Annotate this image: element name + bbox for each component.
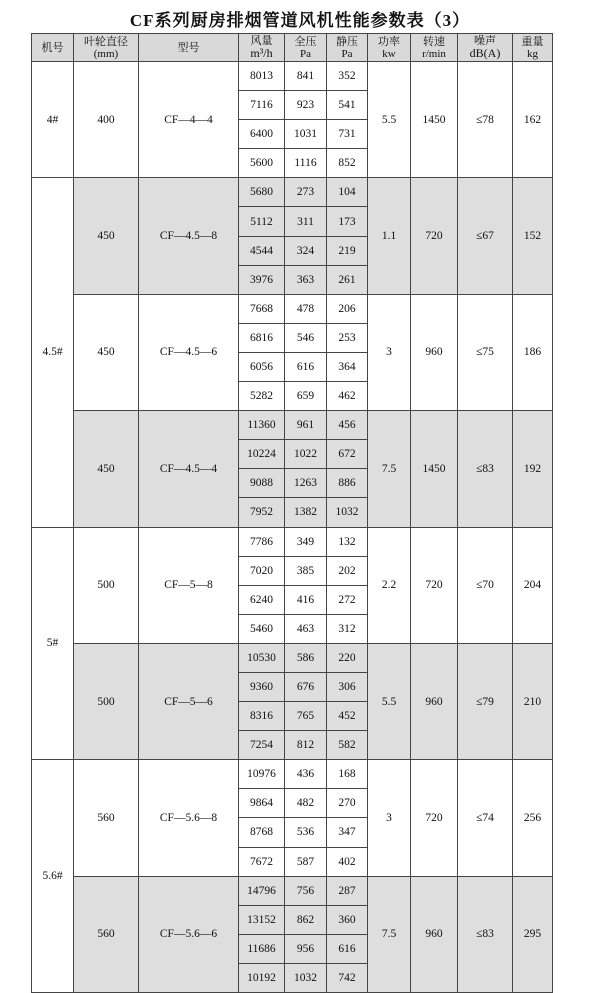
static-pressure-cell: 672 [327, 440, 368, 469]
impeller-diameter-cell: 450 [74, 294, 139, 410]
airflow-cell: 5680 [239, 178, 285, 207]
static-pressure-cell: 452 [327, 702, 368, 731]
airflow-cell: 7254 [239, 731, 285, 760]
static-pressure-cell: 287 [327, 876, 368, 905]
static-pressure-cell: 219 [327, 236, 368, 265]
static-pressure-cell: 202 [327, 556, 368, 585]
static-pressure-cell: 852 [327, 149, 368, 178]
total-pressure-cell: 1116 [285, 149, 327, 178]
total-pressure-cell: 1032 [285, 963, 327, 992]
speed-cell: 720 [411, 760, 458, 876]
airflow-cell: 13152 [239, 905, 285, 934]
weight-cell: 192 [513, 411, 553, 527]
total-pressure-cell: 363 [285, 265, 327, 294]
impeller-diameter-cell: 450 [74, 178, 139, 294]
noise-cell: ≤67 [458, 178, 513, 294]
total-pressure-cell: 765 [285, 702, 327, 731]
static-pressure-cell: 402 [327, 847, 368, 876]
power-cell: 2.2 [368, 527, 411, 643]
airflow-cell: 10192 [239, 963, 285, 992]
static-pressure-cell: 173 [327, 207, 368, 236]
table-row [32, 643, 553, 672]
speed-cell: 720 [411, 527, 458, 643]
speed-cell: 960 [411, 876, 458, 992]
machine-number-cell: 5# [32, 527, 74, 760]
header-row [32, 34, 553, 62]
static-pressure-cell: 360 [327, 905, 368, 934]
airflow-cell: 6816 [239, 323, 285, 352]
weight-cell: 162 [513, 62, 553, 178]
total-pressure-cell: 587 [285, 847, 327, 876]
airflow-cell: 4544 [239, 236, 285, 265]
static-pressure-cell: 253 [327, 323, 368, 352]
header-static-pressure: 静压 Pa [327, 34, 368, 62]
total-pressure-cell: 841 [285, 62, 327, 91]
header-power: 功率 kw [368, 34, 411, 62]
weight-cell: 204 [513, 527, 553, 643]
total-pressure-cell: 586 [285, 643, 327, 672]
model-cell: CF—4.5—4 [139, 411, 239, 527]
header-total-pressure: 全压 Pa [285, 34, 327, 62]
impeller-diameter-cell: 500 [74, 643, 139, 759]
airflow-cell: 7116 [239, 91, 285, 120]
total-pressure-cell: 659 [285, 382, 327, 411]
noise-cell: ≤70 [458, 527, 513, 643]
static-pressure-cell: 456 [327, 411, 368, 440]
impeller-diameter-cell: 400 [74, 62, 139, 178]
power-cell: 7.5 [368, 411, 411, 527]
airflow-cell: 7952 [239, 498, 285, 527]
airflow-cell: 6240 [239, 585, 285, 614]
static-pressure-cell: 347 [327, 818, 368, 847]
total-pressure-cell: 482 [285, 789, 327, 818]
total-pressure-cell: 463 [285, 614, 327, 643]
airflow-cell: 5112 [239, 207, 285, 236]
total-pressure-cell: 1382 [285, 498, 327, 527]
total-pressure-cell: 478 [285, 294, 327, 323]
impeller-diameter-cell: 500 [74, 527, 139, 643]
airflow-cell: 9088 [239, 469, 285, 498]
noise-cell: ≤83 [458, 411, 513, 527]
weight-cell: 256 [513, 760, 553, 876]
table-row [32, 760, 553, 789]
static-pressure-cell: 582 [327, 731, 368, 760]
airflow-cell: 7668 [239, 294, 285, 323]
total-pressure-cell: 311 [285, 207, 327, 236]
total-pressure-cell: 273 [285, 178, 327, 207]
static-pressure-cell: 352 [327, 62, 368, 91]
model-cell: CF—5—6 [139, 643, 239, 759]
impeller-diameter-cell: 450 [74, 411, 139, 527]
power-cell: 1.1 [368, 178, 411, 294]
header-weight: 重量 kg [513, 34, 553, 62]
static-pressure-cell: 462 [327, 382, 368, 411]
table-row [32, 527, 553, 556]
static-pressure-cell: 364 [327, 352, 368, 381]
airflow-cell: 6400 [239, 120, 285, 149]
noise-cell: ≤78 [458, 62, 513, 178]
table-body [32, 62, 553, 993]
machine-number-cell: 5.6# [32, 760, 74, 993]
speed-cell: 960 [411, 643, 458, 759]
airflow-cell: 5600 [239, 149, 285, 178]
power-cell: 5.5 [368, 643, 411, 759]
machine-number-cell: 4# [32, 62, 74, 178]
total-pressure-cell: 956 [285, 934, 327, 963]
power-cell: 5.5 [368, 62, 411, 178]
header-impeller: 叶轮直径 (mm) [74, 34, 139, 62]
airflow-cell: 14796 [239, 876, 285, 905]
header-speed: 转速 r/min [411, 34, 458, 62]
airflow-cell: 7786 [239, 527, 285, 556]
speed-cell: 720 [411, 178, 458, 294]
static-pressure-cell: 306 [327, 672, 368, 701]
model-cell: CF—4.5—8 [139, 178, 239, 294]
model-cell: CF—4.5—6 [139, 294, 239, 410]
static-pressure-cell: 886 [327, 469, 368, 498]
table-row [32, 876, 553, 905]
airflow-cell: 11360 [239, 411, 285, 440]
performance-table [31, 33, 553, 993]
weight-cell: 295 [513, 876, 553, 992]
airflow-cell: 6056 [239, 352, 285, 381]
static-pressure-cell: 132 [327, 527, 368, 556]
model-cell: CF—5—8 [139, 527, 239, 643]
static-pressure-cell: 1032 [327, 498, 368, 527]
speed-cell: 1450 [411, 411, 458, 527]
table-row [32, 62, 553, 91]
table-title: CF系列厨房排烟管道风机性能参数表（3） [129, 11, 471, 30]
weight-cell: 210 [513, 643, 553, 759]
speed-cell: 960 [411, 294, 458, 410]
airflow-cell: 7020 [239, 556, 285, 585]
impeller-diameter-cell: 560 [74, 876, 139, 992]
airflow-cell: 8316 [239, 702, 285, 731]
noise-cell: ≤79 [458, 643, 513, 759]
static-pressure-cell: 742 [327, 963, 368, 992]
airflow-cell: 7672 [239, 847, 285, 876]
total-pressure-cell: 756 [285, 876, 327, 905]
total-pressure-cell: 812 [285, 731, 327, 760]
speed-cell: 1450 [411, 62, 458, 178]
model-cell: CF—4—4 [139, 62, 239, 178]
power-cell: 3 [368, 294, 411, 410]
static-pressure-cell: 270 [327, 789, 368, 818]
total-pressure-cell: 616 [285, 352, 327, 381]
static-pressure-cell: 104 [327, 178, 368, 207]
total-pressure-cell: 416 [285, 585, 327, 614]
header-model: 型号 [139, 34, 239, 62]
header-machine: 机号 [32, 34, 74, 62]
airflow-cell: 3976 [239, 265, 285, 294]
static-pressure-cell: 541 [327, 91, 368, 120]
static-pressure-cell: 206 [327, 294, 368, 323]
airflow-cell: 11686 [239, 934, 285, 963]
power-cell: 3 [368, 760, 411, 876]
total-pressure-cell: 1022 [285, 440, 327, 469]
airflow-cell: 9864 [239, 789, 285, 818]
static-pressure-cell: 220 [327, 643, 368, 672]
static-pressure-cell: 168 [327, 760, 368, 789]
noise-cell: ≤74 [458, 760, 513, 876]
static-pressure-cell: 731 [327, 120, 368, 149]
total-pressure-cell: 923 [285, 91, 327, 120]
airflow-cell: 5460 [239, 614, 285, 643]
total-pressure-cell: 961 [285, 411, 327, 440]
static-pressure-cell: 312 [327, 614, 368, 643]
total-pressure-cell: 536 [285, 818, 327, 847]
static-pressure-cell: 272 [327, 585, 368, 614]
total-pressure-cell: 862 [285, 905, 327, 934]
noise-cell: ≤75 [458, 294, 513, 410]
total-pressure-cell: 676 [285, 672, 327, 701]
weight-cell: 152 [513, 178, 553, 294]
total-pressure-cell: 1263 [285, 469, 327, 498]
header-noise: 噪声 dB(A) [458, 34, 513, 62]
airflow-cell: 9360 [239, 672, 285, 701]
impeller-diameter-cell: 560 [74, 760, 139, 876]
power-cell: 7.5 [368, 876, 411, 992]
table-row [32, 294, 553, 323]
total-pressure-cell: 546 [285, 323, 327, 352]
model-cell: CF—5.6—6 [139, 876, 239, 992]
airflow-cell: 10976 [239, 760, 285, 789]
total-pressure-cell: 1031 [285, 120, 327, 149]
airflow-cell: 8768 [239, 818, 285, 847]
model-cell: CF—5.6—8 [139, 760, 239, 876]
table-row [32, 411, 553, 440]
total-pressure-cell: 324 [285, 236, 327, 265]
airflow-cell: 8013 [239, 62, 285, 91]
machine-number-cell: 4.5# [32, 178, 74, 527]
total-pressure-cell: 436 [285, 760, 327, 789]
airflow-cell: 5282 [239, 382, 285, 411]
total-pressure-cell: 385 [285, 556, 327, 585]
weight-cell: 186 [513, 294, 553, 410]
table-row [32, 178, 553, 207]
static-pressure-cell: 261 [327, 265, 368, 294]
airflow-cell: 10530 [239, 643, 285, 672]
static-pressure-cell: 616 [327, 934, 368, 963]
airflow-cell: 10224 [239, 440, 285, 469]
total-pressure-cell: 349 [285, 527, 327, 556]
noise-cell: ≤83 [458, 876, 513, 992]
header-airflow: 风量 m³/h [239, 34, 285, 62]
